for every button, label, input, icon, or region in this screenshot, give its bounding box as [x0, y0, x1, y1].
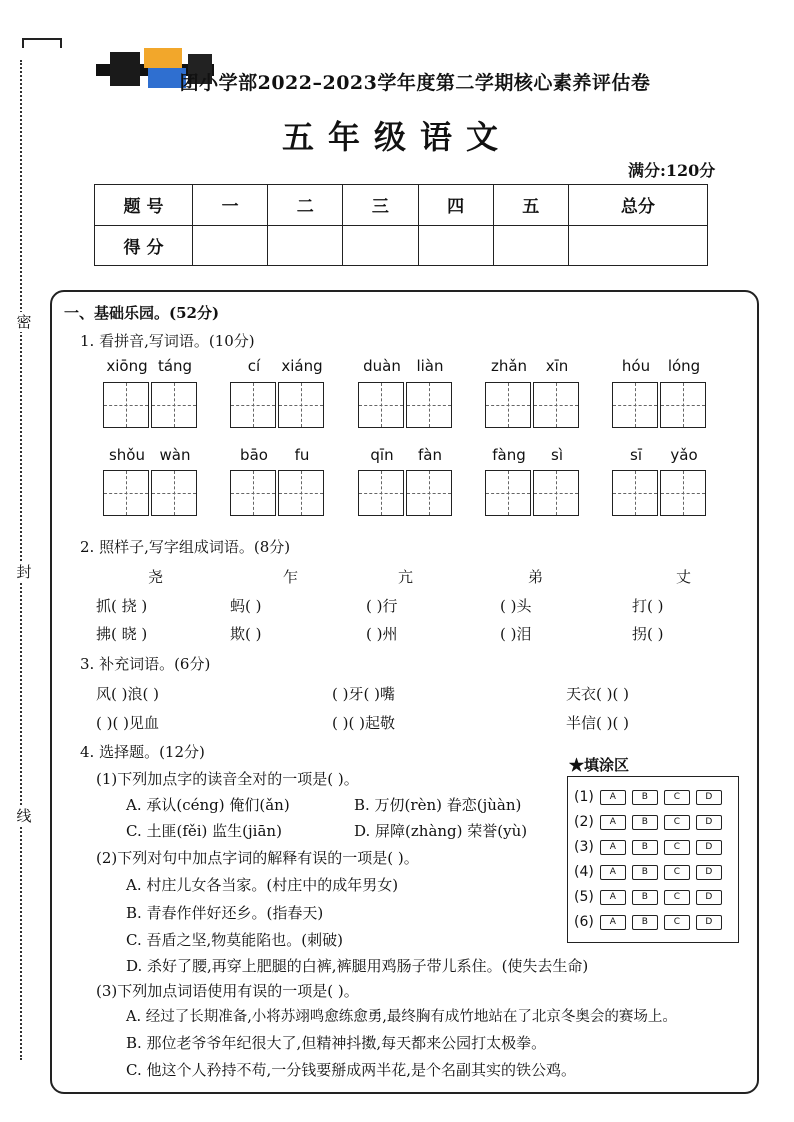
idiom-blank[interactable]: 半信( )( ) — [566, 714, 629, 732]
answer-bubble-d[interactable]: D — [696, 890, 722, 905]
pinyin-label: sì — [551, 446, 563, 464]
fill-row-label: (3) — [574, 839, 594, 855]
tianzi-writing-box[interactable] — [533, 382, 579, 428]
fill-row — [574, 839, 722, 861]
score-input[interactable] — [343, 225, 418, 266]
tianzi-writing-box[interactable] — [660, 470, 706, 516]
q3-title: 3. 补充词语。(6分) — [80, 655, 211, 673]
score-table-header-row — [95, 185, 708, 226]
page-title: 五年级语文 — [281, 118, 512, 156]
answer-bubble-d[interactable]: D — [696, 915, 722, 930]
answer-bubble-a[interactable]: A — [600, 890, 626, 905]
q4-sub3-option-c: C. 他这个人矜持不苟,一分钱要掰成两半花,是个名副其实的铁公鸡。 — [126, 1061, 577, 1079]
fill-area-title: ★填涂区 — [569, 756, 630, 774]
radical: 亢 — [398, 568, 414, 586]
side-char-feng: 封 — [14, 562, 34, 582]
word-blank[interactable]: 蚂( ) — [230, 597, 262, 615]
score-cell: 题 号 — [95, 185, 193, 226]
score-cell: 总分 — [568, 185, 707, 226]
tianzi-writing-box[interactable] — [230, 382, 276, 428]
pinyin-label: qīn — [370, 446, 394, 464]
score-cell: 二 — [268, 185, 343, 226]
full-score: 满分:120分 — [628, 161, 716, 180]
tianzi-writing-box[interactable] — [485, 470, 531, 516]
word-blank[interactable]: ( )泪 — [500, 625, 532, 643]
q4-sub3-option-a: A. 经过了长期准备,小将苏翊鸣愈练愈勇,最终胸有成竹地站在了北京冬奥会的赛场上。 — [126, 1009, 677, 1025]
tianzi-writing-box[interactable] — [230, 470, 276, 516]
answer-bubble-a[interactable]: A — [600, 915, 626, 930]
answer-bubble-d[interactable]: D — [696, 815, 722, 830]
q4-sub1-option-c: C. 土匪(fěi) 监生(jiān) — [126, 822, 282, 840]
answer-bubble-a[interactable]: A — [600, 815, 626, 830]
score-cell: 得 分 — [95, 225, 193, 266]
word-blank[interactable]: ( )州 — [366, 625, 398, 643]
binding-line — [20, 60, 22, 1060]
side-char-mi: 密 — [14, 312, 34, 332]
fill-row-label: (2) — [574, 814, 594, 830]
answer-bubble-b[interactable]: B — [632, 815, 658, 830]
score-table — [94, 184, 708, 266]
answer-bubble-a[interactable]: A — [600, 790, 626, 805]
word-blank[interactable]: 抓( 挠 ) — [96, 597, 148, 615]
q4-title: 4. 选择题。(12分) — [80, 743, 205, 761]
score-cell: 四 — [418, 185, 493, 226]
fill-row-label: (4) — [574, 864, 594, 880]
pinyin-label: sī — [630, 446, 642, 464]
tianzi-writing-box[interactable] — [406, 382, 452, 428]
tianzi-writing-box[interactable] — [278, 382, 324, 428]
score-cell: 三 — [343, 185, 418, 226]
answer-bubble-b[interactable]: B — [632, 790, 658, 805]
tianzi-writing-box[interactable] — [103, 382, 149, 428]
q4-sub1-option-b: B. 万仞(rèn) 眷恋(jùàn) — [354, 796, 522, 814]
word-blank[interactable]: ( )头 — [500, 597, 532, 615]
radical: 尧 — [148, 568, 164, 586]
tianzi-writing-box[interactable] — [612, 470, 658, 516]
tianzi-writing-box[interactable] — [151, 382, 197, 428]
pinyin-label: zhǎn — [490, 357, 528, 375]
q4-sub1-option-d: D. 屏障(zhàng) 荣誉(yù) — [354, 822, 528, 840]
pinyin-label: táng — [157, 357, 193, 375]
answer-bubble-d[interactable]: D — [696, 790, 722, 805]
fill-row-label: (5) — [574, 889, 594, 905]
fill-row — [574, 814, 722, 836]
idiom-blank[interactable]: ( )牙( )嘴 — [332, 685, 395, 703]
answer-bubble-c[interactable]: C — [664, 840, 690, 855]
score-input[interactable] — [268, 225, 343, 266]
word-blank[interactable]: 拐( ) — [632, 625, 664, 643]
tianzi-writing-box[interactable] — [660, 382, 706, 428]
q1-title: 1. 看拼音,写词语。(10分) — [80, 332, 255, 350]
pinyin-label: bāo — [240, 446, 268, 464]
score-cell: 一 — [193, 185, 268, 226]
tianzi-writing-box[interactable] — [406, 470, 452, 516]
answer-bubble-c[interactable]: C — [664, 790, 690, 805]
answer-bubble-c[interactable]: C — [664, 865, 690, 880]
q4-sub1-title: (1)下列加点字的读音全对的一项是( )。 — [96, 770, 359, 788]
answer-bubble-c[interactable]: C — [664, 915, 690, 930]
answer-bubble-b[interactable]: B — [632, 890, 658, 905]
answer-bubble-c[interactable]: C — [664, 815, 690, 830]
fill-row-label: (1) — [574, 789, 594, 805]
pinyin-label: xiáng — [281, 357, 323, 375]
q4-sub2-option-d: D. 杀好了腰,再穿上肥腿的白裤,裤腿用鸡肠子带儿系住。(使失去生命) — [126, 957, 589, 975]
q4-sub2-option-a: A. 村庄儿女各当家。(村庄中的成年男女) — [126, 876, 399, 894]
score-cell: 五 — [493, 185, 568, 226]
side-char-xian: 线 — [14, 806, 34, 826]
answer-bubble-d[interactable]: D — [696, 865, 722, 880]
pinyin-label: wàn — [159, 446, 191, 464]
pinyin-label: yǎo — [670, 446, 698, 464]
tianzi-writing-box[interactable] — [103, 470, 149, 516]
radical: 丈 — [676, 568, 692, 586]
fill-row — [574, 889, 722, 911]
idiom-blank[interactable]: 风( )浪( ) — [96, 685, 159, 703]
pinyin-label: fàn — [418, 446, 442, 464]
q4-sub2-option-b: B. 青春作伴好还乡。(指春天) — [126, 904, 324, 922]
pinyin-label: xiōng — [106, 357, 148, 375]
tianzi-writing-box[interactable] — [612, 382, 658, 428]
tianzi-writing-box[interactable] — [358, 470, 404, 516]
section1-title: 一、基础乐园。(52分) — [64, 304, 220, 322]
answer-fill-area — [567, 776, 739, 943]
answer-bubble-d[interactable]: D — [696, 840, 722, 855]
answer-bubble-c[interactable]: C — [664, 890, 690, 905]
q4-sub1-option-a: A. 承认(céng) 俺们(ǎn) — [126, 796, 290, 814]
q4-sub3-title: (3)下列加点词语使用有误的一项是( )。 — [96, 982, 359, 1000]
exam-header-title: 团小学部2022–2023学年度第二学期核心素养评估卷 — [179, 72, 651, 94]
word-blank[interactable]: 欺( ) — [230, 625, 262, 643]
tianzi-writing-box[interactable] — [278, 470, 324, 516]
pinyin-label: xīn — [545, 357, 569, 375]
tianzi-writing-box[interactable] — [533, 470, 579, 516]
answer-bubble-a[interactable]: A — [600, 865, 626, 880]
score-input[interactable] — [493, 225, 568, 266]
pinyin-label: lóng — [667, 357, 701, 375]
pinyin-label: liàn — [416, 357, 444, 375]
word-blank[interactable]: 打( ) — [632, 597, 664, 615]
pinyin-label: cí — [247, 357, 261, 375]
tianzi-writing-box[interactable] — [485, 382, 531, 428]
answer-bubble-b[interactable]: B — [632, 915, 658, 930]
pinyin-label: shǒu — [108, 446, 145, 464]
idiom-blank[interactable]: 天衣( )( ) — [566, 685, 629, 703]
word-blank[interactable]: ( )行 — [366, 597, 398, 615]
answer-bubble-b[interactable]: B — [632, 840, 658, 855]
score-input[interactable] — [418, 225, 493, 266]
tianzi-writing-box[interactable] — [358, 382, 404, 428]
fill-row — [574, 789, 722, 811]
radical: 弟 — [528, 568, 544, 586]
fill-row — [574, 914, 722, 936]
idiom-blank[interactable]: ( )( )起敬 — [332, 714, 395, 732]
answer-bubble-b[interactable]: B — [632, 865, 658, 880]
score-input[interactable] — [568, 225, 707, 266]
tianzi-writing-box[interactable] — [151, 470, 197, 516]
fill-row-label: (6) — [574, 914, 594, 930]
idiom-blank[interactable]: ( )( )见血 — [96, 714, 159, 732]
pinyin-label: hóu — [621, 357, 651, 375]
pinyin-label: duàn — [363, 357, 401, 375]
q4-sub2-title: (2)下列对句中加点字词的解释有误的一项是( )。 — [96, 849, 419, 867]
word-blank[interactable]: 拂( 晓 ) — [96, 625, 148, 643]
q4-sub3-option-b: B. 那位老爷爷年纪很大了,但精神抖擞,每天都来公园打太极拳。 — [126, 1034, 547, 1052]
corner-mark — [22, 38, 62, 48]
radical: 乍 — [283, 568, 299, 586]
score-table-score-row — [95, 225, 708, 266]
pinyin-label: fàng — [492, 446, 526, 464]
fill-row — [574, 864, 722, 886]
score-input[interactable] — [193, 225, 268, 266]
q2-title: 2. 照样子,写字组成词语。(8分) — [80, 538, 291, 556]
answer-bubble-a[interactable]: A — [600, 840, 626, 855]
q4-sub2-option-c: C. 吾盾之坚,物莫能陷也。(刺破) — [126, 931, 343, 949]
pinyin-label: fu — [294, 446, 310, 464]
